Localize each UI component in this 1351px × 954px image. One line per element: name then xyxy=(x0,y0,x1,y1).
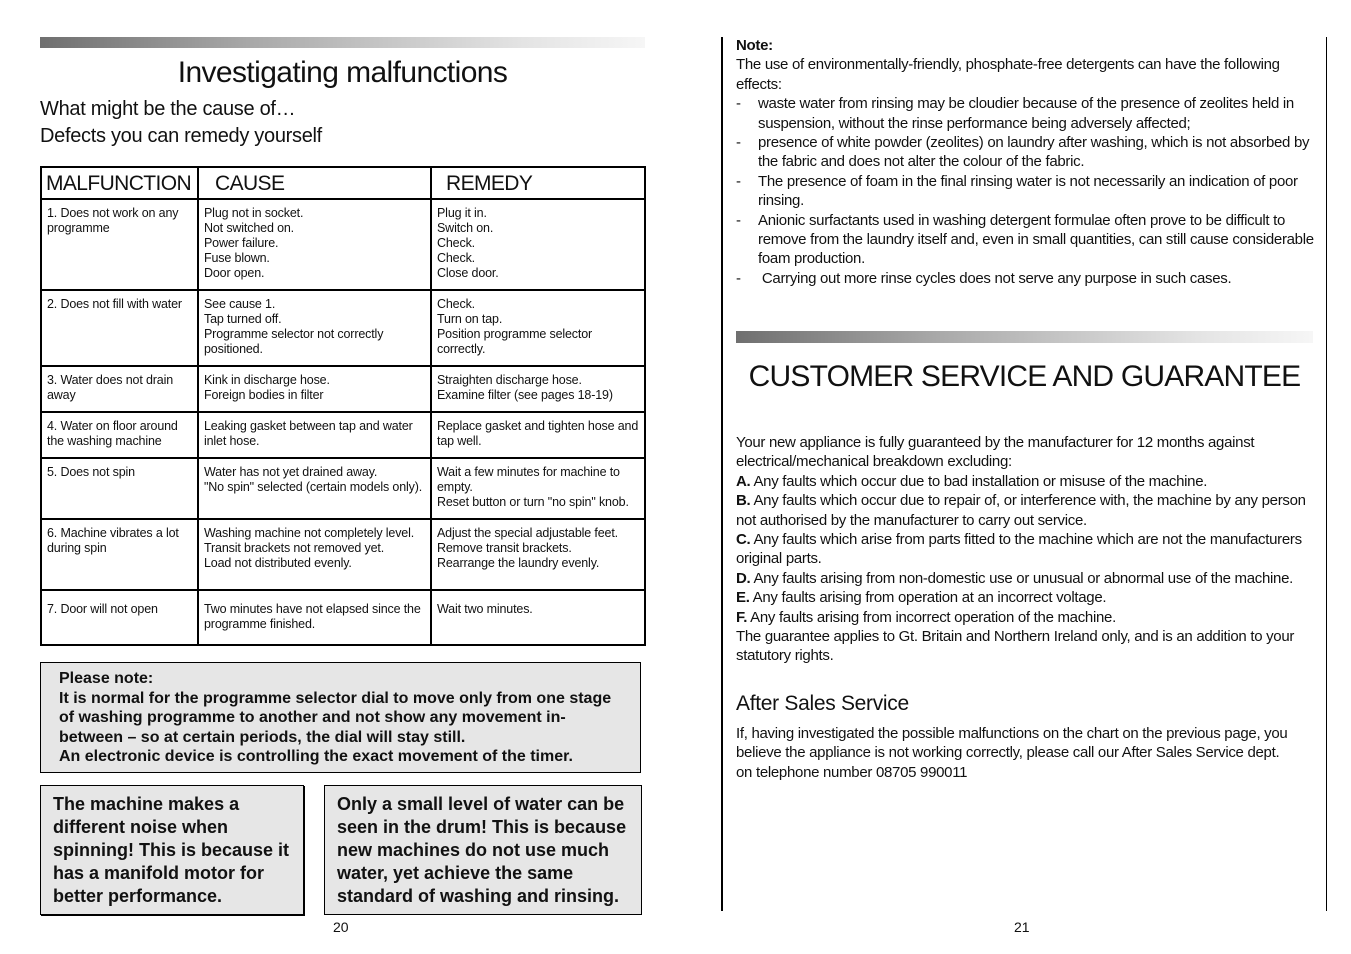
cell-remedy: Adjust the special adjustable feet. Remove transit brackets. Rearrange the laundry evenly. xyxy=(431,519,645,590)
noise-info-box: The machine makes a different noise when spinning! This is because it has a manifold motor for better performance. xyxy=(40,785,304,915)
cell-malfunction: 2. Does not fill with water xyxy=(41,290,198,366)
exclusion-letter: D. xyxy=(736,569,751,587)
page-divider xyxy=(721,37,723,911)
cell-cause: Washing machine not completely level. Transit brackets not removed yet. Load not distributed evenly. xyxy=(198,519,431,590)
exclusion-letter: C. xyxy=(736,531,751,549)
table-header-row xyxy=(41,167,645,199)
exclusion-text: Any faults arising from incorrect operation of the machine. xyxy=(750,608,1116,626)
detergent-note xyxy=(736,36,1321,288)
after-sales-text: If, having investigated the possible malfunctions on the chart on the previous page, you believe the appliance is not working correctly, please call our After Sales Service dept. on telephone number 08705 990011 xyxy=(736,725,1288,781)
cell-cause: Two minutes have not elapsed since the programme finished. xyxy=(198,590,431,645)
note-list xyxy=(736,94,1321,288)
list-item: - presence of white powder (zeolites) on laundry after washing, which is not absorbed by the fabric and does not alter the colour of the fabric. xyxy=(736,133,1321,172)
malfunction-table xyxy=(40,166,646,646)
cell-malfunction: 5. Does not spin xyxy=(41,458,198,519)
page-edge-line xyxy=(1326,37,1327,911)
header-remedy: REMEDY xyxy=(431,167,645,199)
section-title: CUSTOMER SERVICE AND GUARANTEE xyxy=(748,360,1301,393)
guarantee-scope: The guarantee applies to Gt. Britain and Northern Ireland only, and is an addition to your statutory rights. xyxy=(736,628,1295,665)
exclusion-item xyxy=(736,588,1321,607)
exclusion-text: Any faults arising from non-domestic use or unusual or abnormal use of the machine. xyxy=(753,569,1294,587)
note-intro: The use of environmentally-friendly, phosphate-free detergents can have the following effects: xyxy=(736,56,1280,93)
exclusion-text: Any faults which occur due to bad installation or misuse of the machine. xyxy=(753,472,1208,490)
list-item: - Anionic surfactants used in washing detergent formulae often prove to be difficult to remove from the laundry itself and, even in small quantities, can still cause considerable foam production. xyxy=(736,211,1321,269)
cell-malfunction: 3. Water does not drain away xyxy=(41,366,198,412)
guarantee-intro: Your new appliance is fully guaranteed by the manufacturer for 12 months against electrical/mechanical breakdown excluding: xyxy=(736,434,1255,471)
list-item: - Carrying out more rinse cycles does not serve any purpose in such cases. xyxy=(736,269,1321,288)
table-row xyxy=(41,366,645,412)
cell-malfunction: 7. Door will not open xyxy=(41,590,198,645)
cell-remedy: Wait two minutes. xyxy=(431,590,645,645)
exclusion-text: Any faults which arise from parts fitted to the machine which are not the manufacturers original parts. xyxy=(736,531,1302,568)
please-note-text: It is normal for the programme selector dial to move only from one stage of washing programme to another and not show any movement in-between – so at certain periods, the dial will stay still. xyxy=(59,689,612,746)
page-number-right: 21 xyxy=(1014,919,1030,935)
exclusion-letter: B. xyxy=(736,492,751,510)
section-gradient-bar xyxy=(736,331,1313,343)
header-malfunction: MALFUNCTION xyxy=(41,167,198,199)
cell-malfunction: 4. Water on floor around the washing machine xyxy=(41,412,198,458)
cell-remedy: Check. Turn on tap. Position programme selector correctly. xyxy=(431,290,645,366)
exclusion-item xyxy=(736,530,1321,569)
header-cause: CAUSE xyxy=(198,167,431,199)
cell-malfunction: 1. Does not work on any programme xyxy=(41,199,198,290)
exclusion-text: Any faults arising from operation at an incorrect voltage. xyxy=(752,589,1107,607)
page-title: Investigating malfunctions xyxy=(177,56,508,89)
list-item: - The presence of foam in the final rinsing water is not necessarily an indication of poor rinsing. xyxy=(736,172,1321,211)
header-gradient-bar xyxy=(40,37,645,48)
subtitle-cause: What might be the cause of… xyxy=(40,98,296,120)
table-row xyxy=(41,290,645,366)
table-row xyxy=(41,519,645,590)
exclusion-letter: E. xyxy=(736,589,750,607)
cell-remedy: Wait a few minutes for machine to empty. Reset button or turn "no spin" knob. xyxy=(431,458,645,519)
exclusion-item xyxy=(736,569,1321,588)
cell-remedy: Plug it in. Switch on. Check. Check. Close door. xyxy=(431,199,645,290)
exclusion-letter: A. xyxy=(736,472,751,490)
exclusion-letter: F. xyxy=(736,608,748,626)
cell-remedy: Straighten discharge hose. Examine filter (see pages 18-19) xyxy=(431,366,645,412)
cell-remedy: Replace gasket and tighten hose and tap well. xyxy=(431,412,645,458)
exclusion-text: Any faults which occur due to repair of, or interference with, the machine by any person not authorised by the manufacturer to carry out service. xyxy=(736,492,1306,529)
cell-cause: See cause 1. Tap turned off. Programme selector not correctly positioned. xyxy=(198,290,431,366)
table-row xyxy=(41,458,645,519)
cell-cause: Kink in discharge hose. Foreign bodies in filter xyxy=(198,366,431,412)
guarantee-section xyxy=(736,433,1321,666)
table-row xyxy=(41,590,645,645)
please-note-heading: Please note: xyxy=(59,670,154,687)
exclusion-item xyxy=(736,472,1321,491)
list-item: - waste water from rinsing may be cloudier because of the presence of zeolites held in suspension, without the rinse performance being adversely affected; xyxy=(736,94,1321,133)
water-level-info-box: Only a small level of water can be seen in the drum! This is because new machines do not use much water, yet achieve the same standard of washing and rinsing. xyxy=(324,785,642,915)
please-note-text-2: An electronic device is controlling the exact movement of the timer. xyxy=(59,748,573,765)
exclusion-item xyxy=(736,491,1321,530)
note-heading: Note: xyxy=(736,37,773,54)
please-note-box xyxy=(40,662,641,773)
page-number-left: 20 xyxy=(333,919,349,935)
cell-cause: Water has not yet drained away. "No spin" selected (certain models only). xyxy=(198,458,431,519)
cell-cause: Leaking gasket between tap and water inlet hose. xyxy=(198,412,431,458)
exclusion-item xyxy=(736,608,1321,627)
table-row xyxy=(41,199,645,290)
table-row xyxy=(41,412,645,458)
cell-malfunction: 6. Machine vibrates a lot during spin xyxy=(41,519,198,590)
subtitle-defects: Defects you can remedy yourself xyxy=(40,125,322,147)
cell-cause: Plug not in socket. Not switched on. Power failure. Fuse blown. Door open. xyxy=(198,199,431,290)
after-sales-heading: After Sales Service xyxy=(736,692,909,715)
